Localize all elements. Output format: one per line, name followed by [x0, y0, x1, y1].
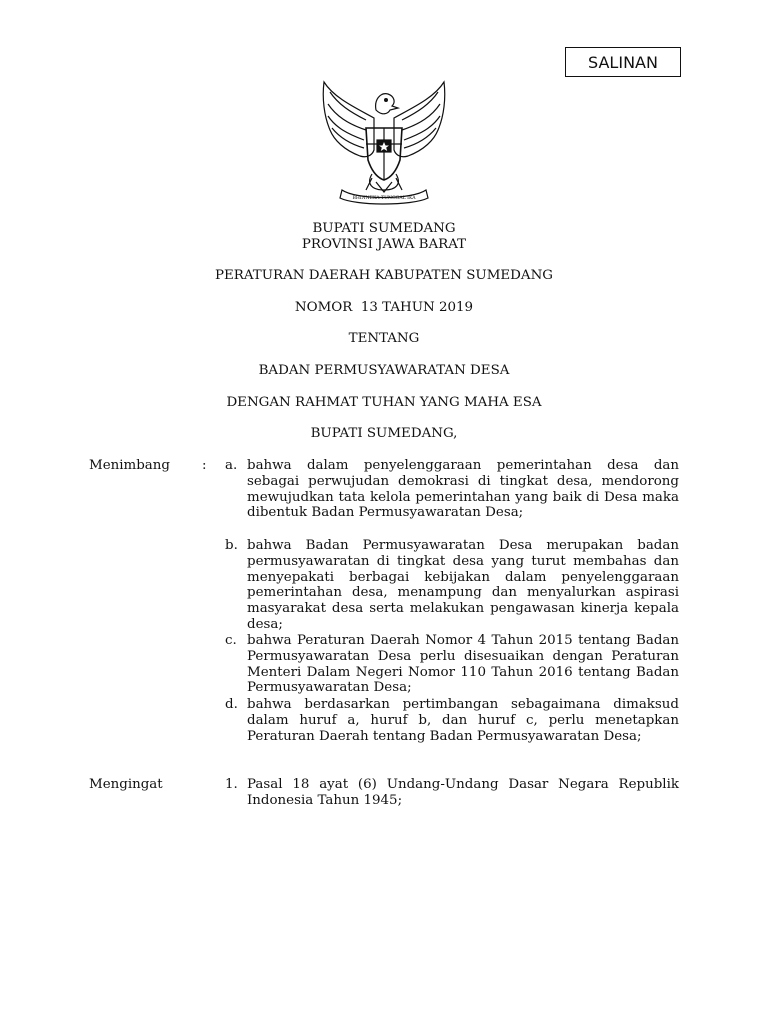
menimbang-item-b-text: bahwa Badan Permusyawaratan Desa merupakan badan permusyawaratan di tingkat desa yang turut membahas dan menyepakati berbagai kebijakan dalam penyelenggaraan pemerintahan desa, menampung dan menyalurkan aspirasi masyarakat desa serta melakukan pengawasan kinerja kepala desa; — [247, 538, 679, 632]
tentang-label: TENTANG — [348, 331, 420, 346]
regulation-subject: BADAN PERMUSYAWARATAN DESA — [258, 363, 510, 378]
menimbang-item-c-text: bahwa Peraturan Daerah Nomor 4 Tahun 2015 tentang Badan Permusyawaratan Desa perlu disesuaikan dengan Peraturan Menteri Dalam Negeri Nomor 110 Tahun 2016 tentang Badan Permusyawaratan Desa; — [247, 633, 679, 696]
menimbang-item-b-marker: b. — [225, 538, 238, 553]
menimbang-item-a-text: bahwa dalam penyelenggaraan pemerintahan desa dan sebagai perwujudan demokrasi di tingkat desa, mendorong mewujudkan tata kelola pemerintahan yang baik di Desa maka dibentuk Badan Permusyawaratan Desa; — [247, 458, 679, 521]
header-line-1: BUPATI SUMEDANG — [312, 221, 456, 236]
issuer: BUPATI SUMEDANG, — [310, 426, 458, 441]
mengingat-item-1-marker: 1. — [225, 777, 238, 792]
header-line-2: PROVINSI JAWA BARAT — [301, 237, 467, 252]
regulation-number: NOMOR 13 TAHUN 2019 — [294, 300, 474, 315]
menimbang-item-d-text: bahwa berdasarkan pertimbangan sebagaimana dimaksud dalam huruf a, huruf b, dan huruf c, perlu menetapkan Peraturan Daerah tentang Badan Permusyawaratan Desa; — [247, 697, 679, 744]
menimbang-label: Menimbang — [89, 458, 170, 473]
invocation: DENGAN RAHMAT TUHAN YANG MAHA ESA — [226, 395, 542, 410]
menimbang-item-a-marker: a. — [225, 458, 238, 473]
emblem-motto: BHINNEKA TUNGGAL IKA — [352, 196, 416, 201]
regulation-type: PERATURAN DAERAH KABUPATEN SUMEDANG — [214, 268, 554, 283]
mengingat-item-1-text: Pasal 18 ayat (6) Undang-Undang Dasar Negara Republik Indonesia Tahun 1945; — [247, 777, 679, 808]
mengingat-label: Mengingat — [89, 777, 163, 792]
menimbang-item-d-marker: d. — [225, 697, 238, 712]
menimbang-item-c-marker: c. — [225, 633, 237, 648]
salinan-stamp: SALINAN — [565, 47, 681, 77]
menimbang-colon: : — [202, 458, 207, 473]
garuda-pancasila-emblem-icon — [316, 78, 452, 208]
